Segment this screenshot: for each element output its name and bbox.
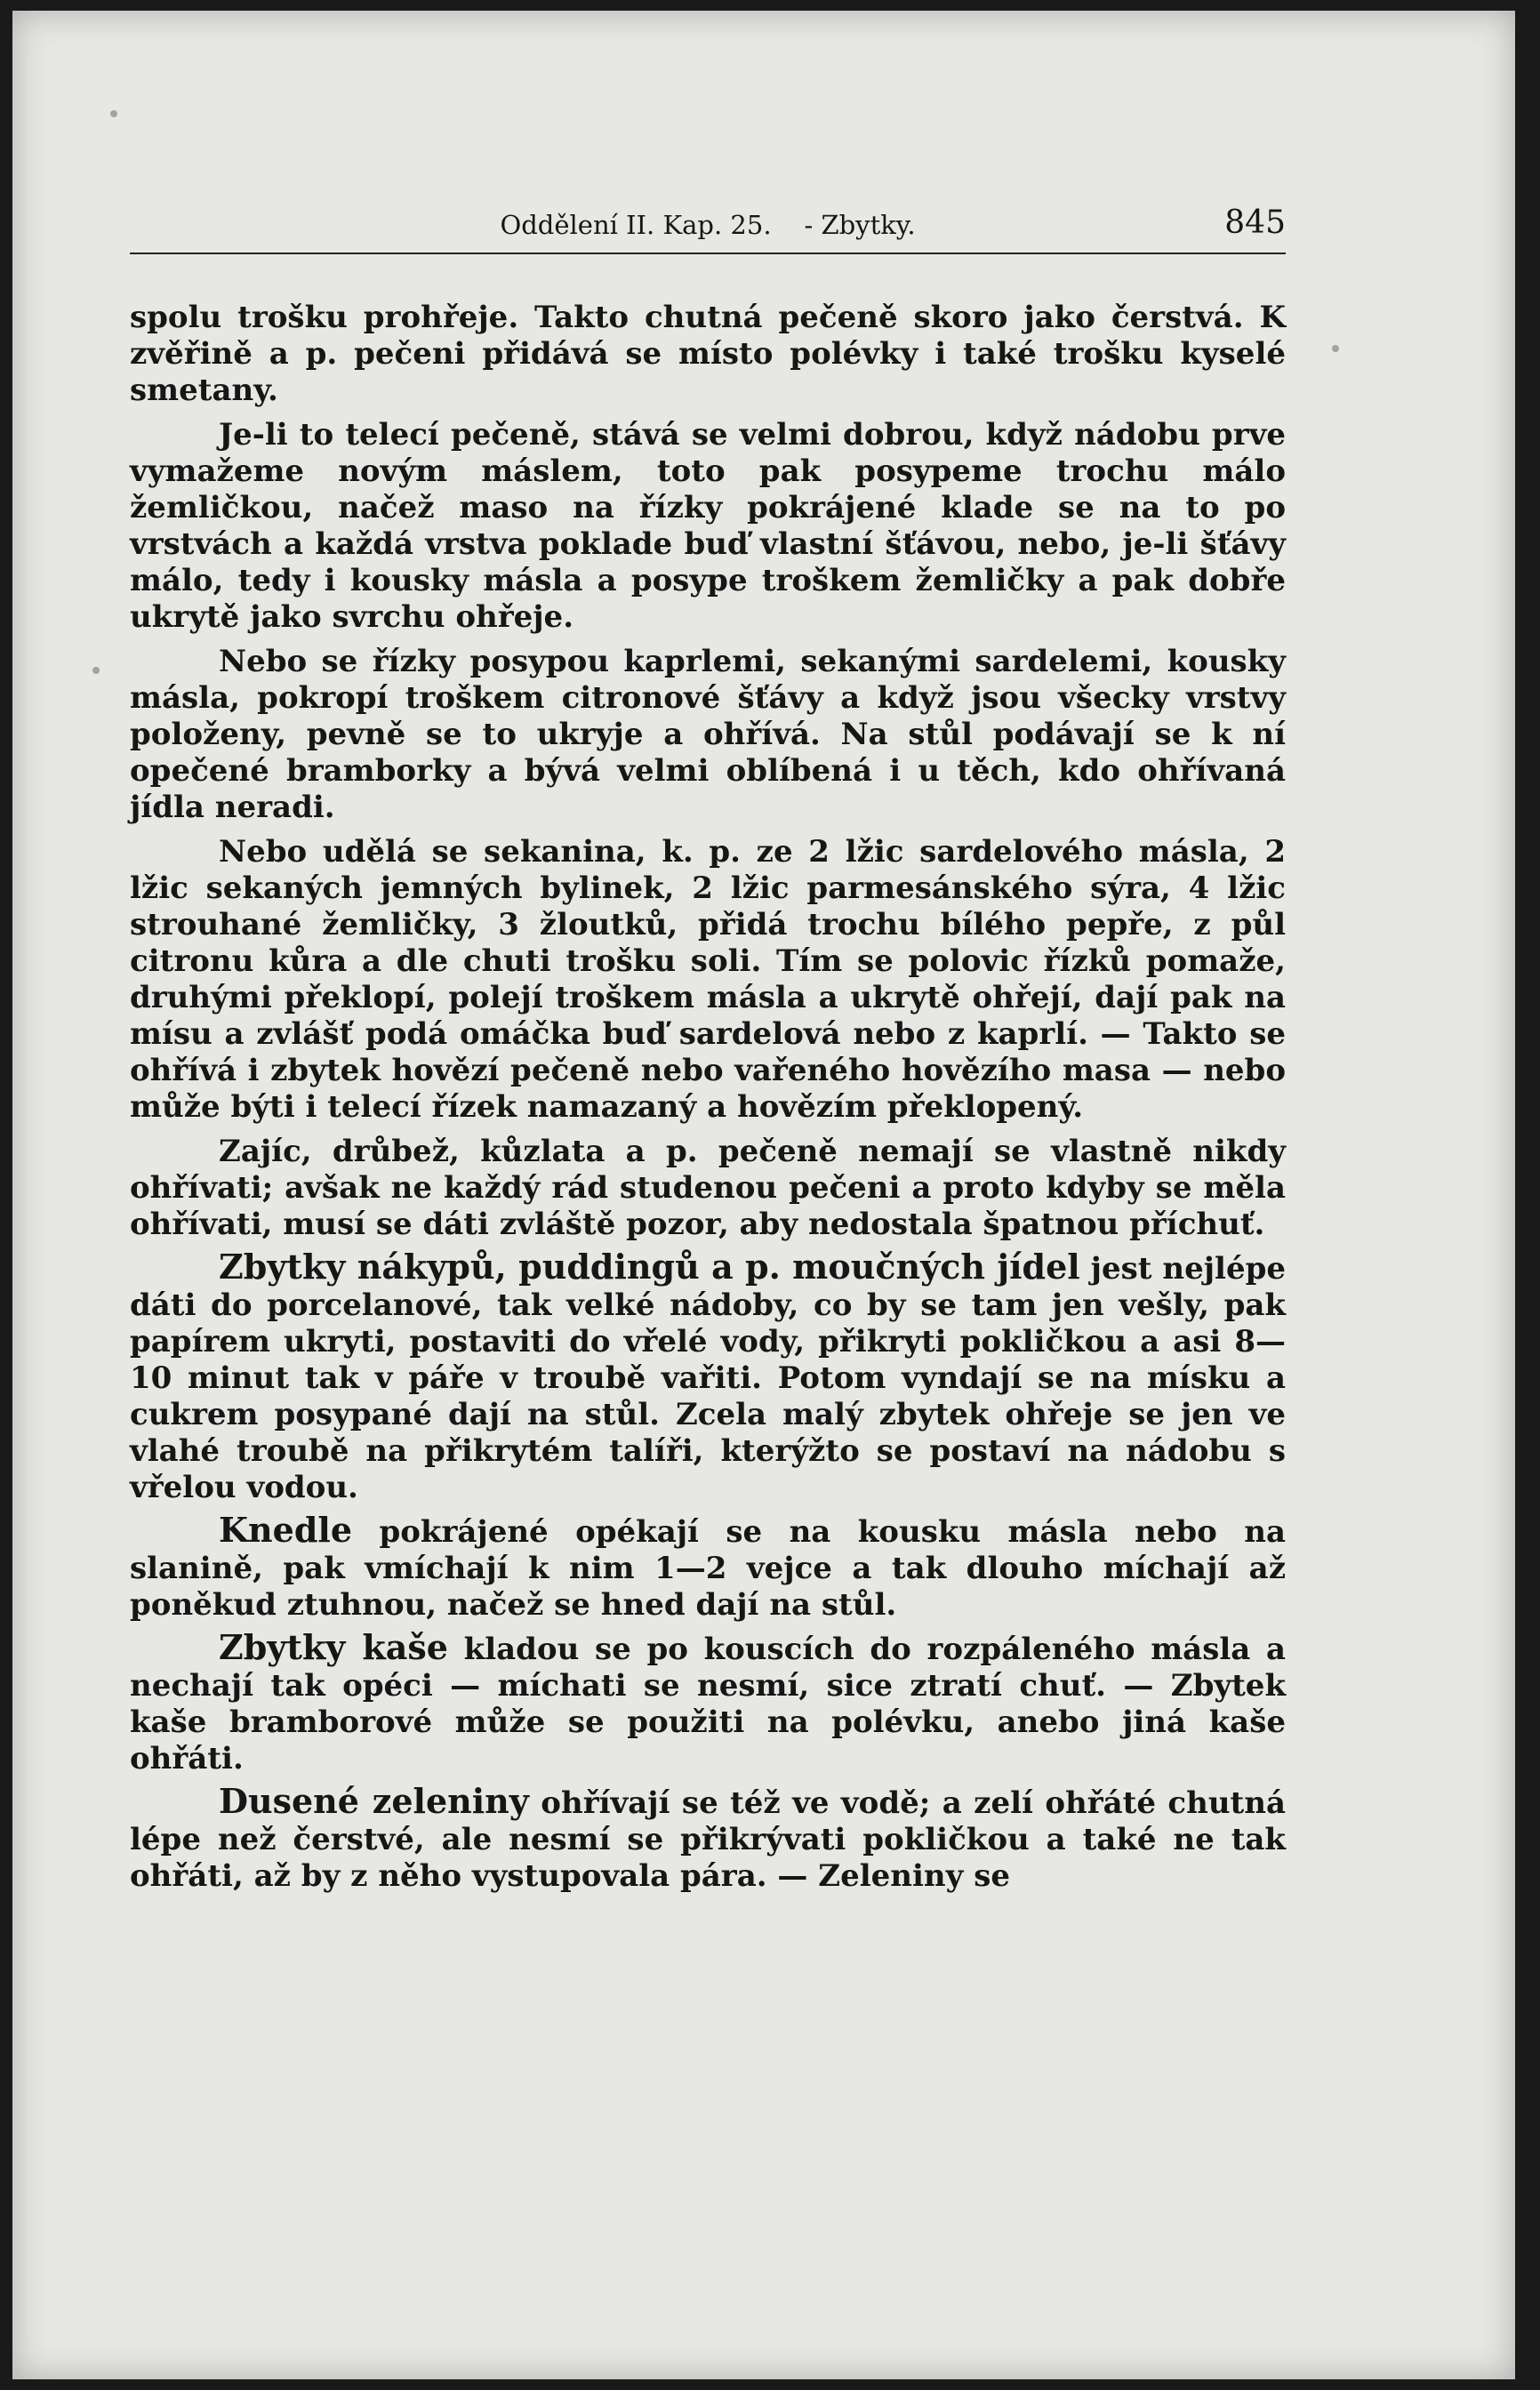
paragraph: [130, 1629, 1286, 1777]
running-head-separator: -: [804, 210, 814, 240]
paragraph: [130, 831, 1286, 1126]
paragraph-text: jest nejlépe dáti do porcelanové, tak velké nádoby, co by se tam jen vešly, pak papírem ukryti, postaviti do vřelé vody, přikryti pokličkou a asi 8—10 minut tak v páře v troubě vařiti. Potom vyndají se na mísku a cukrem posypané dají na stůl. Zcela malý zbytek ohřeje se jen ve vlahé troubě na přikrytém talíři, kterýžto se postaví na nádobu s vřelou vodou.: [130, 1251, 1286, 1505]
paragraph-text: Zajíc, drůbež, kůzlata a p. pečeně nemají se vlastně nikdy ohřívati; avšak ne každý rád studenou pečeni a proto kdyby se měla ohřívati, musí se dáti zvláště pozor, aby nedostala špatnou příchuť.: [130, 1134, 1286, 1242]
paragraph: [130, 1783, 1286, 1895]
scan-speck: [1332, 345, 1339, 352]
paragraph-text: Nebo se řízky posypou kaprlemi, sekanými sardelemi, kousky másla, pokropí troškem citronové šťávy a když jsou všecky vrstvy položeny, pevně se to ukryje a ohřívá. Na stůl podávají se k ní opečené bramborky a bývá velmi oblíbená i u těch, kdo ohřívaná jídla neradi.: [130, 644, 1286, 825]
paragraph-text: Je-li to telecí pečeně, stává se velmi dobrou, když nádobu prve vymažeme novým máslem, toto pak posypeme trochu málo žemličkou, načež maso na řízky pokrájené klade se na to po vrstvách a každá vrstva poklade buď vlastní šťávou, nebo, je-li šťávy málo, tedy i kousky másla a posype troškem žemličky a pak dobře ukrytě jako svrchu ohřeje.: [130, 417, 1286, 635]
body-text: [130, 297, 1286, 1895]
running-head-chapter-title: Zbytky.: [821, 210, 916, 240]
paragraph-text: pokrájené opékají se na kousku másla nebo na slanině, pak vmíchají k nim 1—2 vejce a tak dlouho míchají až poněkud ztuhnou, načež se hned dají na stůl.: [130, 1514, 1286, 1623]
paragraph-lead: Zbytky kaše: [219, 1627, 448, 1667]
header-rule: [130, 253, 1286, 254]
scan-speck: [92, 667, 100, 674]
running-head-title: [130, 210, 1286, 240]
scan-speck: [110, 110, 117, 117]
paragraph-lead: Knedle: [219, 1510, 353, 1550]
paragraph-text: spolu trošku prohřeje. Takto chutná pečeně skoro jako čerstvá. K zvěřině a p. pečeni přidává se místo polévky i také trošku kyselé smetany.: [130, 300, 1286, 408]
paragraph: [130, 641, 1286, 826]
page-content: [130, 199, 1286, 1900]
page-number: 845: [1224, 205, 1286, 241]
running-head-section: Oddělení II. Kap. 25.: [500, 210, 772, 240]
paragraph-text: Nebo udělá se sekanina, k. p. ze 2 lžic sardelového másla, 2 lžic sekaných jemných bylinek, 2 lžic parmesánského sýra, 4 lžic strouhané žemličky, 3 žloutků, přidá trochu bílého pepře, z půl citronu kůra a dle chuti trošku soli. Tím se polovic řízků pomaže, druhými překlopí, polejí troškem másla a ukrytě ohřejí, dají pak na mísu a zvlášť podá omáčka buď sardelová nebo z kaprlí. — Takto se ohřívá i zbytek hovězí pečeně nebo vařeného hovězího masa — nebo může býti i telecí řízek namazaný a hovězím překlopený.: [130, 834, 1286, 1125]
paragraph: [130, 1248, 1286, 1506]
paragraph: [130, 414, 1286, 636]
paragraph-lead: Zbytky nákypů, puddingů a p. moučných jídel: [219, 1247, 1080, 1287]
paragraph-text: ohřívají se též ve vodě; a zelí ohřáté chutná lépe než čerstvé, ale nesmí se přikrývati pokličkou a také ne tak ohřáti, až by z něho vystupovala pára. — Zeleniny se: [130, 1785, 1286, 1894]
running-head: [130, 199, 1286, 253]
paragraph: [130, 1131, 1286, 1243]
paragraph-lead: Dusené zeleniny: [219, 1781, 529, 1821]
paragraph: [130, 1512, 1286, 1624]
scanned-page: [12, 11, 1515, 2379]
paragraph-text: kladou se po kouscích do rozpáleného másla a nechají tak opéci — míchati se nesmí, sice ztratí chuť. — Zbytek kaše bramborové může se použiti na polévku, anebo jiná kaše ohřáti.: [130, 1632, 1287, 1776]
paragraph: [130, 297, 1286, 409]
